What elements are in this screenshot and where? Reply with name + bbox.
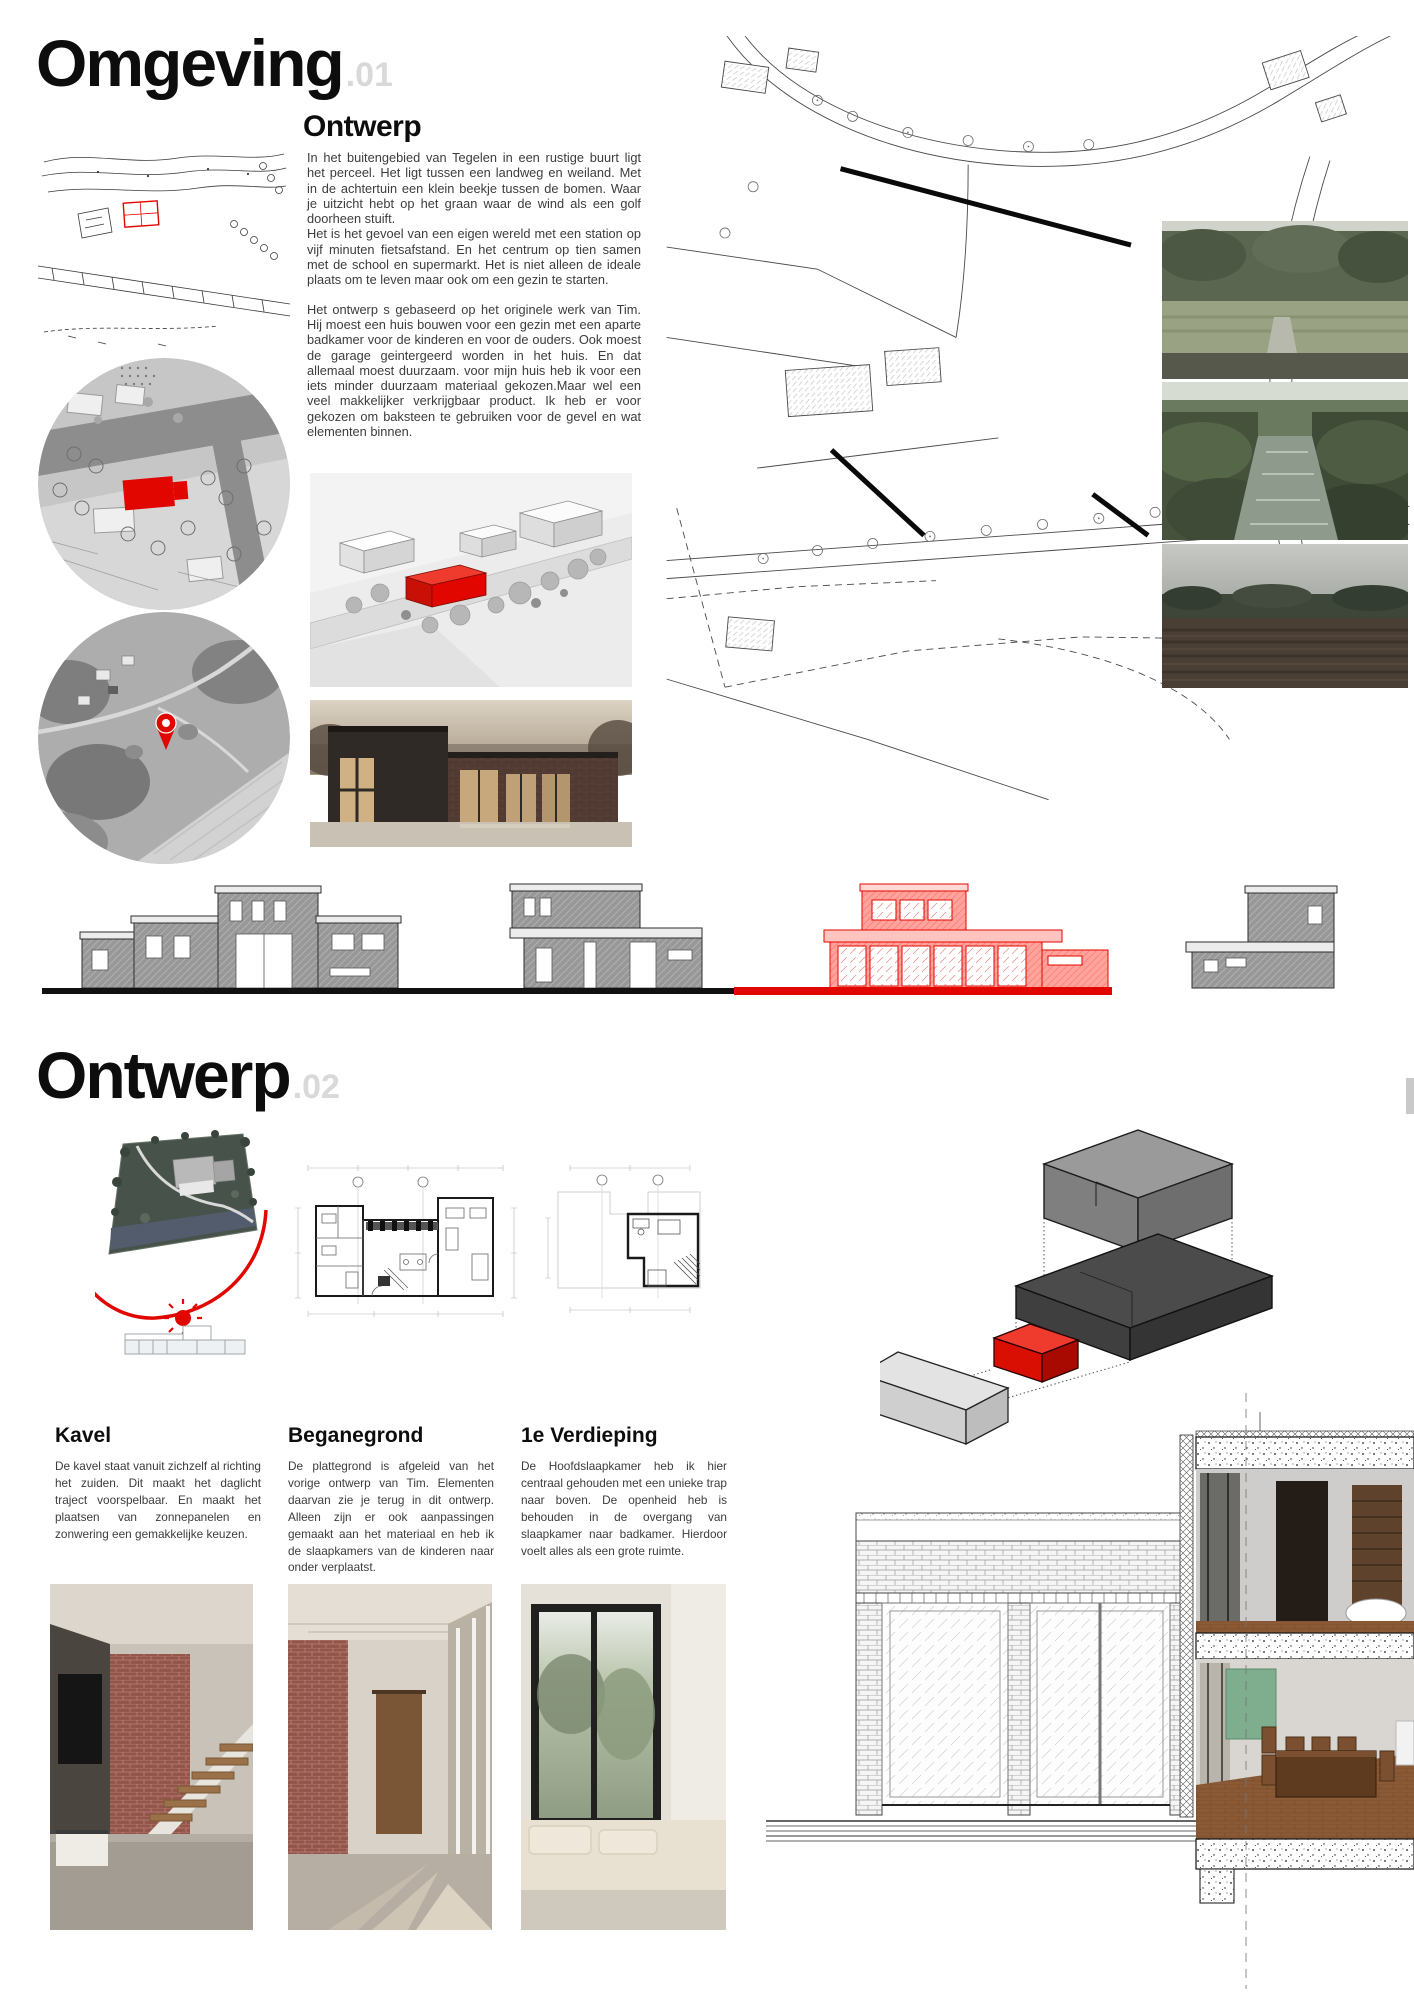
section1-para1: In het buitengebied van Tegelen in een rustige buurt ligt het perceel. Het ligt tussen een landweg en weiland. Met in de achtertuin een klein beekje tussen de bomen. Waar je uitzicht hebt op het graan waar de wind als een golf doorheen stuift. — [307, 150, 641, 227]
section1-subheading: Ontwerp — [303, 110, 422, 143]
section1-index: .01 — [345, 56, 393, 94]
section1-para2: Het is het gevoel van een eigen wereld met een station op vijf minuten fietsafstand. En het centrum op tien samen met de school en supermarkt. Het is niet alleen de ideale plaats om te leven maar ook om een gezin te starten. — [307, 226, 641, 288]
interior-render-corridor — [288, 1584, 492, 1930]
siteplan-circle-image — [38, 358, 290, 610]
elevation-west — [1186, 886, 1337, 988]
column-verdieping-body: De Hoofdslaapkamer heb ik hier centraal gehouden met een unieke trap naar boven. De openheid heb is behouden in de overgang van slaapkamer naar badkamer. Hierdoor voelt alles als een grote ruimte. — [521, 1459, 727, 1558]
column-kavel-body: De kavel staat vanuit zichzelf al richting het zuiden. Dit maakt het daglicht traject voorspelbaar. En maakt het plaatsen van zonnepanelen en zonwering een gemakkelijke keuzen. — [55, 1459, 261, 1541]
interior-render-stair — [50, 1584, 253, 1930]
edge-mark — [1406, 1078, 1414, 1114]
photo-field — [1162, 544, 1408, 688]
ground-line-red — [734, 987, 1112, 995]
kavel-sun-diagram — [95, 1122, 275, 1362]
column-kavel-heading: Kavel — [55, 1424, 112, 1447]
cut-section-render — [1196, 1431, 1414, 1903]
section2-title — [36, 1038, 340, 1112]
column-beganegrond-body: De plattegrond is afgeleid van het vorige ontwerp van Tim. Elementen daarvan zie je terug in dit ontwerp. Alleen zijn er ook aanpassingen gemaakt aan het materiaal en heb ik de slaapkamers van de kinderen naar onder verplaatst. — [288, 1459, 494, 1575]
section1-title — [36, 26, 393, 100]
kavel-section-sketch — [125, 1326, 245, 1354]
ground-line-black — [42, 988, 734, 994]
house-photo — [310, 700, 632, 847]
photo-trees-path — [1162, 221, 1408, 379]
elevation-north — [80, 886, 401, 988]
section1-body — [307, 150, 641, 439]
axon-render-image — [310, 473, 632, 687]
sketch-siteplan-image — [38, 136, 290, 354]
section-detail-image — [756, 1385, 1414, 1995]
section1-para3: Het ontwerp s gebaseerd op het originele werk van Tim. Hij moest een huis bouwen voor een gezin met een aparte badkamer voor de kinderen en voor de ouders. Ook moest de garage geintergeerd worden in het huis. En dat allemaal moest duurzaam. voor mijn huis heb ik voor een iets minder duurzaam materiaal gekozen.Maar wel een veel makkelijker verkrijgbaar product. Ik heb er voor gekozen om baksteen te gebruiken voor de gevel en wat elementen binnen. — [307, 301, 641, 440]
plan-beganegrond-image — [288, 1158, 523, 1326]
interior-render-lounge — [521, 1584, 726, 1930]
column-verdieping-heading: 1e Verdieping — [521, 1424, 658, 1447]
column-beganegrond-heading: Beganegrond — [288, 1424, 424, 1447]
elevation-east — [510, 884, 702, 988]
elevation-strip — [40, 876, 1370, 998]
elevation-project-red — [824, 884, 1108, 988]
plan-verdieping-image — [540, 1158, 710, 1326]
brick-elevation-drawing — [856, 1513, 1186, 1815]
sketch-red-house — [123, 201, 159, 227]
section2-index: .02 — [292, 1068, 340, 1106]
photo-stream — [1162, 382, 1408, 540]
section2-title-text: Ontwerp — [36, 1038, 290, 1112]
aerial-circle-image — [38, 612, 290, 864]
section1-title-text: Omgeving — [36, 26, 343, 100]
